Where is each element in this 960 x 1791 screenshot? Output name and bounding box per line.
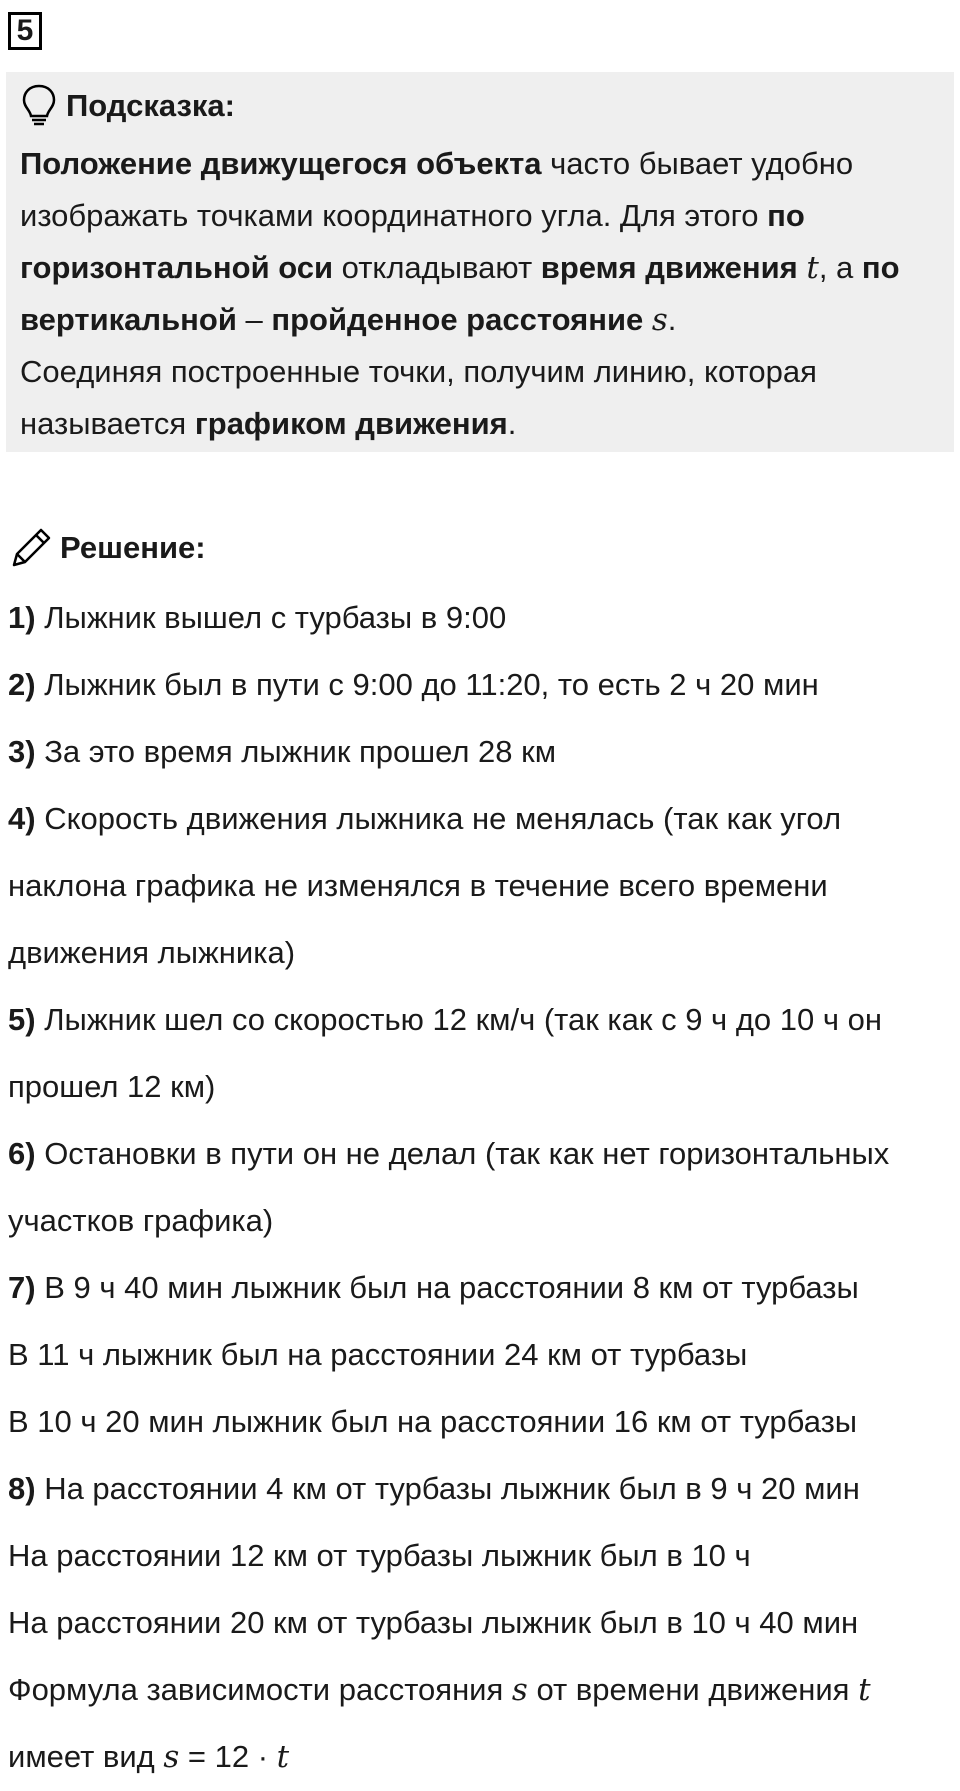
solution-line	[8, 1321, 958, 1388]
pencil-icon	[8, 525, 54, 571]
hint-bold: графиком движения	[194, 406, 508, 441]
solution-line	[8, 1053, 958, 1120]
hint-bold: по вертикальной	[20, 250, 900, 337]
variable-s: s	[163, 1739, 180, 1775]
hint-text: откладывают	[333, 250, 541, 285]
step-number: 3)	[8, 734, 36, 769]
hint-text: .	[667, 302, 677, 337]
hint-title: Подсказка:	[66, 88, 235, 123]
formula-line	[8, 1656, 958, 1723]
step-number: 1)	[8, 600, 36, 635]
formula-line	[8, 1723, 958, 1790]
solution-line	[8, 852, 958, 919]
solution-line	[8, 1455, 958, 1522]
variable-s: s	[511, 1672, 528, 1708]
step-text: В 11 ч лыжник был на расстоянии 24 км от турбазы	[8, 1337, 748, 1372]
hint-text: –	[236, 302, 272, 337]
variable-t: t	[276, 1739, 290, 1775]
hint-bold: время движения	[540, 250, 798, 285]
hint-paragraph	[20, 138, 942, 450]
solution-title: Решение:	[60, 530, 206, 565]
step-text: движения лыжника)	[8, 935, 296, 970]
solution-line	[8, 1388, 958, 1455]
solution-line	[8, 584, 958, 651]
variable-t: t	[806, 250, 819, 286]
step-number: 5)	[8, 1002, 36, 1037]
formula-equation: = 12 ·	[179, 1739, 277, 1774]
formula-text: имеет вид	[8, 1739, 164, 1774]
solution-line	[8, 1254, 958, 1321]
step-number: 2)	[8, 667, 36, 702]
solution-line	[8, 718, 958, 785]
step-text: наклона графика не изменялся в течение всего времени	[8, 868, 828, 903]
step-text: В 10 ч 20 мин лыжник был на расстоянии 16 км от турбазы	[8, 1404, 858, 1439]
step-text: На расстоянии 20 км от турбазы лыжник был в 10 ч 40 мин	[8, 1605, 859, 1640]
step-number: 8)	[8, 1471, 36, 1506]
solution-line	[8, 651, 958, 718]
task-number: 5	[16, 14, 34, 47]
lightbulb-icon	[20, 83, 58, 129]
hint-bold: Положение движущегося объекта	[20, 146, 542, 181]
hint-bold: по горизонтальной оси	[20, 198, 805, 285]
solution-header	[8, 520, 206, 576]
formula-text: Формула зависимости расстояния	[8, 1672, 512, 1707]
solution-line	[8, 1522, 958, 1589]
step-text: На расстоянии 12 км от турбазы лыжник был в 10 ч	[8, 1538, 751, 1573]
solution-line	[8, 1120, 958, 1187]
solution-body	[8, 584, 958, 1790]
step-text: Лыжник шел со скоростью 12 км/ч (так как с 9 ч до 10 ч он	[35, 1002, 882, 1037]
hint-text: .	[507, 406, 517, 441]
hint-header	[20, 78, 942, 134]
variable-t: t	[858, 1672, 871, 1708]
step-text: На расстоянии 4 км от турбазы лыжник был в 9 ч 20 мин	[35, 1471, 860, 1506]
step-text: Лыжник вышел с турбазы в 9:00	[35, 600, 507, 635]
hint-text: Соединяя построенные точки, получим линию, которая называется	[20, 354, 817, 441]
hint-bold: пройденное расстояние	[271, 302, 644, 337]
solution-line	[8, 785, 958, 852]
step-text: За это время лыжник прошел 28 км	[35, 734, 557, 769]
step-text: Остановки в пути он не делал (так как нет горизонтальных	[35, 1136, 890, 1171]
hint-text: часто бывает удобно изображать точками координатного угла. Для этого	[20, 146, 854, 233]
step-text: Скорость движения лыжника не менялась (так как угол	[35, 801, 842, 836]
hint-box	[6, 72, 954, 452]
step-number: 6)	[8, 1136, 36, 1171]
solution-line	[8, 919, 958, 986]
solution-line	[8, 1187, 958, 1254]
variable-s: s	[651, 302, 668, 338]
solution-line	[8, 1589, 958, 1656]
solution-line	[8, 986, 958, 1053]
step-text: В 9 ч 40 мин лыжник был на расстоянии 8 км от турбазы	[35, 1270, 859, 1305]
formula-text: от времени движения	[527, 1672, 859, 1707]
step-text: прошел 12 км)	[8, 1069, 216, 1104]
step-text: участков графика)	[8, 1203, 274, 1238]
hint-text: , а	[818, 250, 862, 285]
step-number: 4)	[8, 801, 36, 836]
step-number: 7)	[8, 1270, 36, 1305]
step-text: Лыжник был в пути с 9:00 до 11:20, то есть 2 ч 20 мин	[35, 667, 819, 702]
task-number-box	[8, 12, 42, 50]
